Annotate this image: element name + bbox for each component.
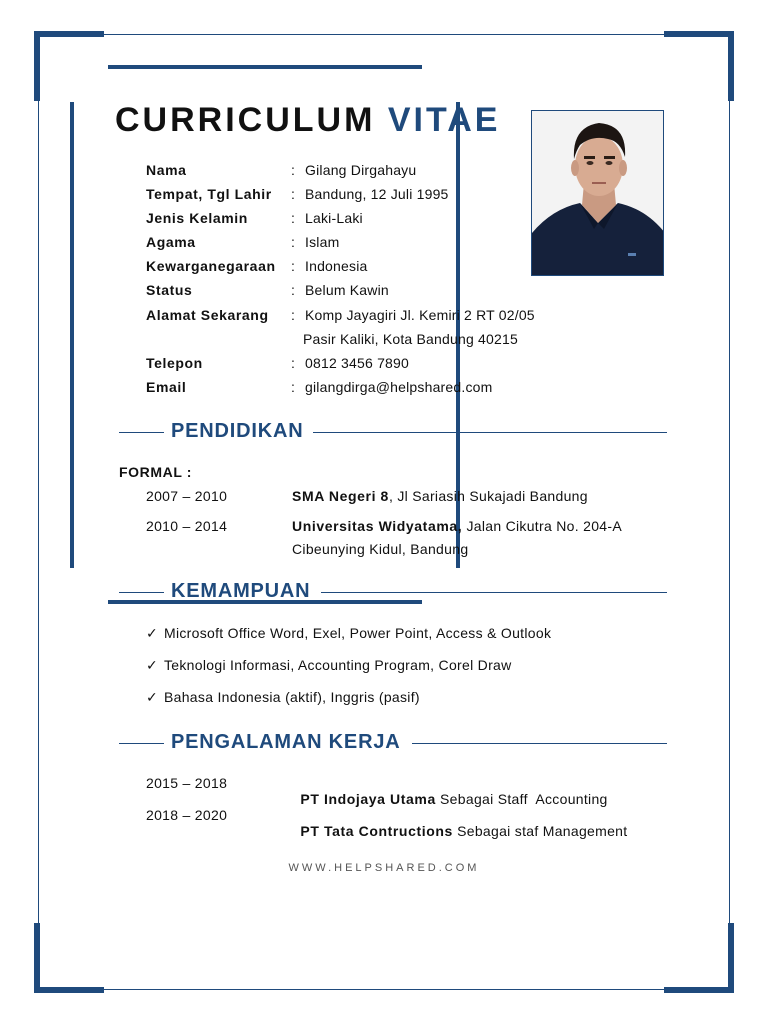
label-status: Status [146, 282, 193, 298]
value-agama: Islam [305, 234, 340, 250]
label-agama: Agama [146, 234, 196, 250]
education-detail-line2: Cibeunying Kidul, Bandung [292, 541, 469, 557]
section-line-right [412, 743, 667, 744]
experience-years: 2018 – 2020 [146, 807, 228, 823]
value-status: Belum Kawin [305, 282, 389, 298]
value-kewarganegaraan: Indonesia [305, 258, 368, 274]
corner-top-left-v [34, 31, 40, 101]
education-detail: , Jl Sariasih Sukajadi Bandung [388, 488, 588, 504]
skill-item [146, 657, 512, 674]
corner-bottom-right-h [664, 987, 734, 993]
colon: : [291, 355, 295, 371]
corner-top-left-h [34, 31, 104, 37]
value-tempat-tgl-lahir: Bandung, 12 Juli 1995 [305, 186, 449, 202]
education-entry [292, 518, 622, 534]
title-main: CURRICULUM [115, 101, 376, 139]
section-line-right [313, 432, 667, 433]
experience-entry [292, 807, 627, 839]
section-line-left [119, 432, 164, 433]
section-title-kemampuan: KEMAMPUAN [171, 580, 311, 602]
experience-years: 2015 – 2018 [146, 775, 228, 791]
education-school: SMA Negeri 8 [292, 488, 389, 504]
label-telepon: Telepon [146, 355, 203, 371]
check-icon: ✓ [146, 625, 159, 641]
corner-top-right-v [728, 31, 734, 101]
value-alamat-line2: Pasir Kaliki, Kota Bandung 40215 [303, 331, 518, 347]
colon: : [291, 162, 295, 178]
skill-text: Microsoft Office Word, Exel, Power Point, Access & Outlook [164, 625, 552, 641]
formal-label: FORMAL : [119, 464, 192, 480]
footer-website: WWW.HELPSHARED.COM [288, 862, 480, 874]
value-jenis-kelamin: Laki-Laki [305, 210, 363, 226]
section-line-left [119, 743, 164, 744]
corner-bottom-left-v [34, 923, 40, 993]
colon: : [291, 258, 295, 274]
label-nama: Nama [146, 162, 187, 178]
colon: : [291, 307, 295, 323]
education-school: Universitas Widyatama, [292, 518, 463, 534]
corner-bottom-left-h [34, 987, 104, 993]
label-jenis-kelamin: Jenis Kelamin [146, 210, 248, 226]
skill-item [146, 689, 420, 706]
section-title-pendidikan: PENDIDIKAN [171, 420, 304, 442]
title-accent: VITAE [387, 101, 501, 139]
check-icon: ✓ [146, 689, 159, 705]
experience-entry [292, 775, 608, 807]
education-entry [292, 488, 588, 504]
profile-photo [531, 110, 664, 276]
skill-text: Bahasa Indonesia (aktif), Inggris (pasif) [164, 689, 420, 705]
colon: : [291, 234, 295, 250]
corner-top-right-h [664, 31, 734, 37]
deco-left-bar [70, 102, 74, 568]
skill-item [146, 625, 551, 642]
corner-bottom-right-v [728, 923, 734, 993]
check-icon: ✓ [146, 657, 159, 673]
page-title [115, 101, 500, 140]
section-title-pengalaman-kerja: PENGALAMAN KERJA [171, 731, 401, 753]
section-line-right [321, 592, 667, 593]
experience-company: PT Indojaya Utama [300, 791, 436, 807]
value-alamat-line1: Komp Jayagiri Jl. Kemiri 2 RT 02/05 [305, 307, 535, 323]
value-email: gilangdirga@helpshared.com [305, 379, 493, 395]
label-tempat-tgl-lahir: Tempat, Tgl Lahir [146, 186, 272, 202]
experience-company: PT Tata Contructions [300, 823, 453, 839]
value-telepon: 0812 3456 7890 [305, 355, 410, 371]
colon: : [291, 282, 295, 298]
colon: : [291, 186, 295, 202]
skill-text: Teknologi Informasi, Accounting Program, Corel Draw [164, 657, 512, 673]
label-kewarganegaraan: Kewarganegaraan [146, 258, 276, 274]
colon: : [291, 210, 295, 226]
section-line-left [119, 592, 164, 593]
value-nama: Gilang Dirgahayu [305, 162, 417, 178]
experience-role: Sebagai Staff Accounting [435, 791, 608, 807]
education-years: 2010 – 2014 [146, 518, 228, 534]
colon: : [291, 379, 295, 395]
deco-top-bar [108, 65, 422, 69]
education-detail: Jalan Cikutra No. 204-A [462, 518, 622, 534]
education-years: 2007 – 2010 [146, 488, 228, 504]
label-alamat-sekarang: Alamat Sekarang [146, 307, 269, 323]
experience-role: Sebagai staf Management [452, 823, 628, 839]
label-email: Email [146, 379, 187, 395]
